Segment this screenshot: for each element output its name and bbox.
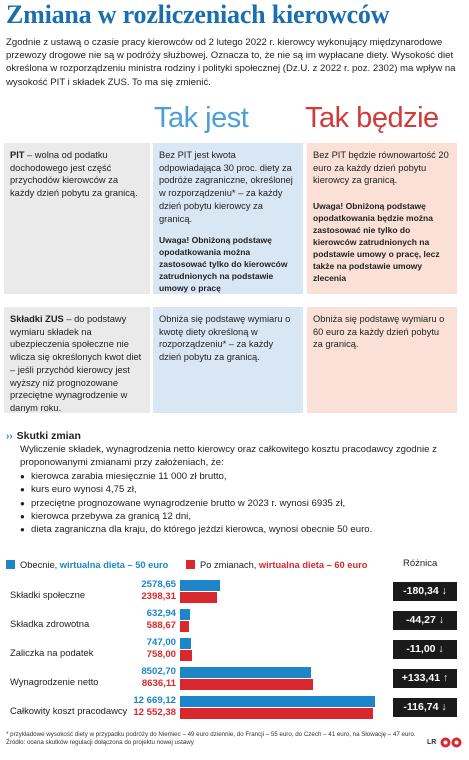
column-heading-will: Tak będzie <box>305 102 439 134</box>
bar-will <box>180 708 373 719</box>
section-heading-text: Skutki zmian <box>16 430 81 442</box>
assumptions-lead: Wyliczenie składek, wynagrodzenia netto kierowcy oraz całkowitego kosztu pracodawcy zgodnie z proponowanymi zmianami przy założeniach, że: <box>20 444 437 469</box>
legend-swatch-will <box>186 560 195 569</box>
row-desc: – do podstawy wymiaru składek na ubezpieczenia społeczne nie wlicza się określonych kwot diet – jeśli przychód kierowcy jest wyższy niż prognozowane przeciętne wynagrodzenie w danym roku. <box>10 314 142 413</box>
cell-zus-will <box>307 307 457 413</box>
bar-will <box>180 592 217 603</box>
bar-will <box>180 621 189 632</box>
list-item: ● przeciętne prognozowane wynagrodzenie brutto w 2023 r. wynosi 6935 zł, <box>20 497 460 510</box>
bar-value-label: 2578,65 <box>141 579 176 590</box>
bar-value-label: 8636,11 <box>141 678 176 689</box>
footnote-block <box>6 731 436 747</box>
comparison-bar-chart <box>0 578 469 730</box>
assumptions <box>20 443 460 537</box>
assumptions-list <box>20 470 460 537</box>
page-title: Zmiana w rozliczeniach kierowców <box>6 0 390 29</box>
bar-will <box>180 650 192 661</box>
dgp-logo <box>440 737 462 748</box>
bar-value-label: 8502,70 <box>141 666 176 677</box>
cell-pit-will <box>307 143 457 294</box>
source-note: Źródło: ocena skutków regulacji dołączona do projektu nowej ustawy <box>6 739 194 746</box>
category-label: Całkowity koszt pracodawcy <box>10 705 128 716</box>
difference-badge: -116,74 ↓ <box>393 698 457 717</box>
bar-value-label: 747,00 <box>146 637 176 648</box>
difference-badge: -44,27 ↓ <box>393 611 457 630</box>
difference-badge: -180,34 ↓ <box>393 582 457 601</box>
category-label: Składki społeczne <box>10 589 86 600</box>
bar-now <box>180 609 190 620</box>
cell-text: Obniża się podstawę wymiaru o kwotę diety określoną w rozporządzeniu* – za każdy dzień pobytu za granicą. <box>159 314 291 363</box>
author-credit: LR <box>427 739 437 746</box>
category-label: Wynagrodzenie netto <box>10 676 99 687</box>
cell-text: Bez PIT jest kwota odpowiadająca 30 proc. diety za podróże zagraniczne, określonej w rozporządzeniu* – za każdy dzień pobytu kierowcy za granicą. <box>159 150 293 224</box>
bar-value-label: 12 669,12 <box>133 695 176 706</box>
category-label: Zaliczka na podatek <box>10 647 94 658</box>
row-key: Składki ZUS <box>10 314 64 324</box>
category-label: Składka zdrowotna <box>10 618 90 629</box>
cell-zus-now <box>153 307 303 413</box>
legend-prefix: Po zmianach, <box>200 560 259 570</box>
legend-swatch-now <box>6 560 15 569</box>
difference-heading: Różnica <box>403 558 438 569</box>
bar-value-label: 588,67 <box>146 620 176 631</box>
legend-now <box>6 560 168 570</box>
bar-value-label: 2398,31 <box>141 591 176 602</box>
list-item: ● kierowca zarabia miesięcznie 11 000 zł brutto, <box>20 470 460 483</box>
list-item: ● kurs euro wynosi 4,75 zł, <box>20 483 460 496</box>
list-item: ● kierowca przebywa za granicą 12 dni, <box>20 510 460 523</box>
row-label-pit <box>4 143 150 294</box>
double-chevron-icon: ›› <box>6 431 13 442</box>
bar-now <box>180 696 375 707</box>
section-heading <box>6 430 81 442</box>
bar-value-label: 12 552,38 <box>133 707 176 718</box>
warning-text: Uwaga! Obniżoną podstawę opodatkowania można zastosować tylko do kierowców zatrudnionych na podstawie umowy o pracę <box>159 235 288 294</box>
legend-will <box>186 560 367 570</box>
list-item: ● dieta zagraniczna dla kraju, do którego jeździ kierowca, wynosi obecnie 50 euro. <box>20 523 460 536</box>
legend-emph: wirtualna dieta – 60 euro <box>258 560 368 570</box>
row-desc: – wolna od podatku dochodowego jest część przychodów kierowców za każdy dzień pobytu za granicą. <box>10 150 138 199</box>
column-heading-now: Tak jest <box>154 102 249 134</box>
bar-will <box>180 679 313 690</box>
bar-now <box>180 638 191 649</box>
warning-text: Uwaga! Obniżoną podstawę opodatkowania będzie można zastosować nie tylko do kierowców zatrudnionych na podstawie umowy o pracę, lecz także na podstawie umowy zlecenia <box>313 201 440 284</box>
difference-badge: -11,00 ↓ <box>393 640 457 659</box>
cell-text: Bez PIT będzie równowartość 20 euro za każdy dzień pobytu kierowcy za granicą. <box>313 150 449 186</box>
legend-prefix: Obecnie, <box>20 560 60 570</box>
bar-value-label: 632,94 <box>146 608 176 619</box>
difference-badge: +133,41 ↑ <box>393 669 457 688</box>
row-label-zus <box>4 307 150 413</box>
footnote: * przykładowe wysokość diety w przypadku podróży do Niemiec – 49 euro dziennie, do Francji – 55 euro, do Czech – 41 euro, na Słowację – 47 euro. <box>6 731 416 738</box>
legend-emph: wirtualna dieta – 50 euro <box>59 560 169 570</box>
bar-value-label: 758,00 <box>146 649 176 660</box>
cell-text: Obniża się podstawę wymiaru o 60 euro za każdy dzień pobytu za granicą. <box>313 314 445 350</box>
intro-paragraph: Zgodnie z ustawą o czasie pracy kierowców od 2 lutego 2022 r. kierowcy wykonujący międzynarodowe przewozy drogowe nie są w podróży służbowej. Oznacza to, że nie są im wypłacane diety. Wysokość diet określona w rozporządzeniu ministra rodziny i polityki społecznej (Dz.U. z 2022 r. poz. 2302) ma wpływ na wysokość PIT i składek ZUS. To ma się zmienić. <box>6 37 456 88</box>
bar-now <box>180 580 220 591</box>
cell-pit-now <box>153 143 303 294</box>
row-key: PIT <box>10 150 25 160</box>
bar-now <box>180 667 311 678</box>
